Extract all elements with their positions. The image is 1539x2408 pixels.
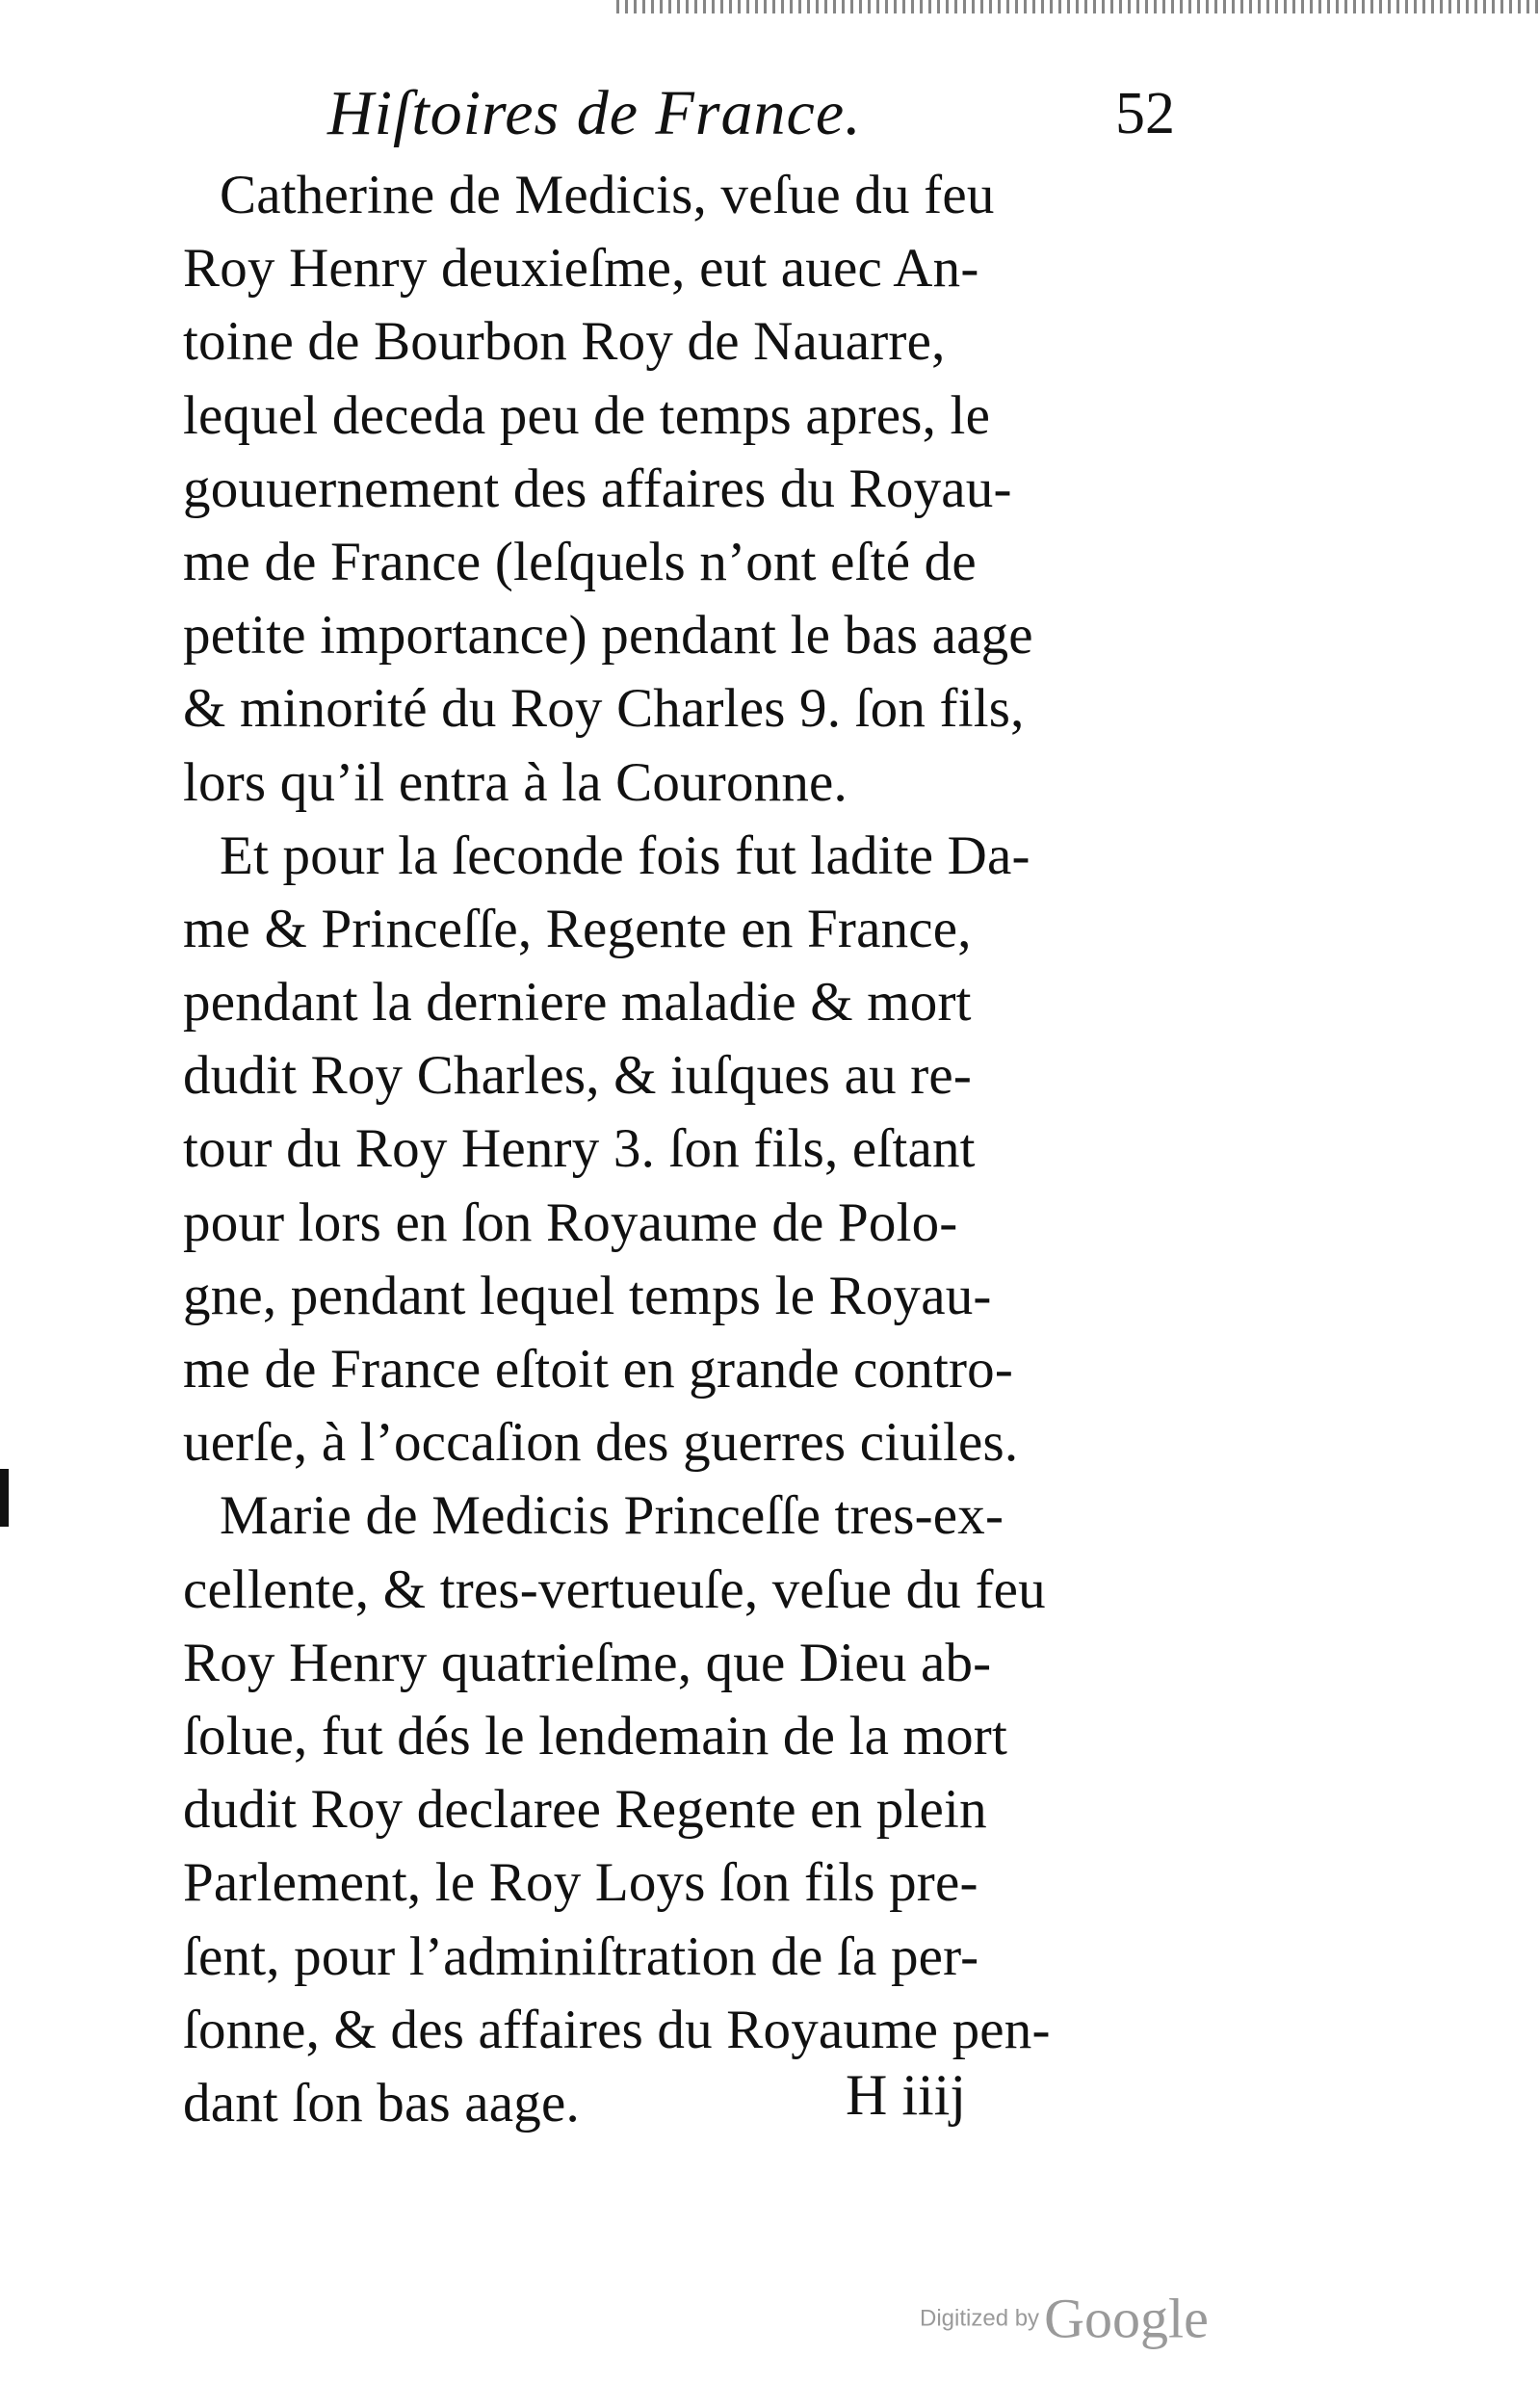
text-line: me de France (leſquels n’ont eſté de (183, 531, 977, 592)
text-line: Marie de Medicis Princeſſe tres-ex- (220, 1485, 1004, 1547)
text-line: Roy Henry quatrieſme, que Dieu ab- (183, 1632, 992, 1693)
body-text (183, 159, 1175, 2140)
watermark-prefix: Digitized by (920, 2305, 1040, 2332)
watermark-brand: Google (1044, 2287, 1209, 2350)
text-line: petite importance) pendant le bas aage (183, 605, 1033, 667)
text-line: gne, pendant lequel temps le Royau- (183, 1265, 992, 1326)
digitized-watermark (920, 2285, 1209, 2352)
page-edge-shadow (616, 0, 1539, 13)
paragraph-marie (183, 1479, 1175, 2140)
text-line: dant ſon bas aage. (183, 2072, 580, 2133)
paragraph-seconde-fois (183, 820, 1175, 1480)
text-line: gouuernement des affaires du Royau- (183, 458, 1012, 519)
text-line: tour du Roy Henry 3. ſon fils, eſtant (183, 1118, 976, 1180)
running-title: Hiſtoires de France. (327, 78, 862, 148)
text-line: uerſe, à l’occaſion des guerres ciuiles. (183, 1412, 1019, 1474)
text-line: me & Princeſſe, Regente en France, (183, 898, 972, 959)
text-line: toine de Bourbon Roy de Nauarre, (183, 311, 946, 373)
text-line: dudit Roy Charles, & iuſques au re- (183, 1045, 973, 1107)
text-line: lequel deceda peu de temps apres, le (183, 384, 991, 446)
text-line: ſent, pour l’adminiſtration de ſa per- (183, 1925, 979, 1987)
text-line: Parlement, le Roy Loys ſon fils pre- (183, 1852, 978, 1914)
text-line: & minorité du Roy Charles 9. ſon fils, (183, 678, 1025, 740)
text-line: Roy Henry deuxieſme, eut auec An- (183, 238, 979, 300)
binding-mark (0, 1469, 9, 1527)
text-line: lors qu’il entra à la Couronne. (183, 751, 848, 813)
signature-mark: H iiij (846, 2063, 967, 2127)
text-line: pour lors en ſon Royaume de Polo- (183, 1191, 958, 1253)
text-line: pendant la derniere maladie & mort (183, 972, 972, 1034)
text-line: ſonne, & des affaires du Royaume pen- (183, 1999, 1051, 2060)
page-header (327, 75, 1175, 152)
text-line: cellente, & tres-vertueuſe, veſue du feu (183, 1558, 1046, 1620)
text-line: dudit Roy declaree Regente en plein (183, 1779, 987, 1841)
text-line: Et pour la ſeconde fois fut ladite Da- (220, 824, 1030, 886)
text-line: me de France eſtoit en grande contro- (183, 1339, 1014, 1400)
text-line: ſolue, fut dés le lendemain de la mort (183, 1705, 1008, 1767)
page-number: 52 (1115, 81, 1175, 146)
text-line: Catherine de Medicis, veſue du feu (220, 165, 995, 225)
paragraph-catherine (183, 159, 1175, 820)
